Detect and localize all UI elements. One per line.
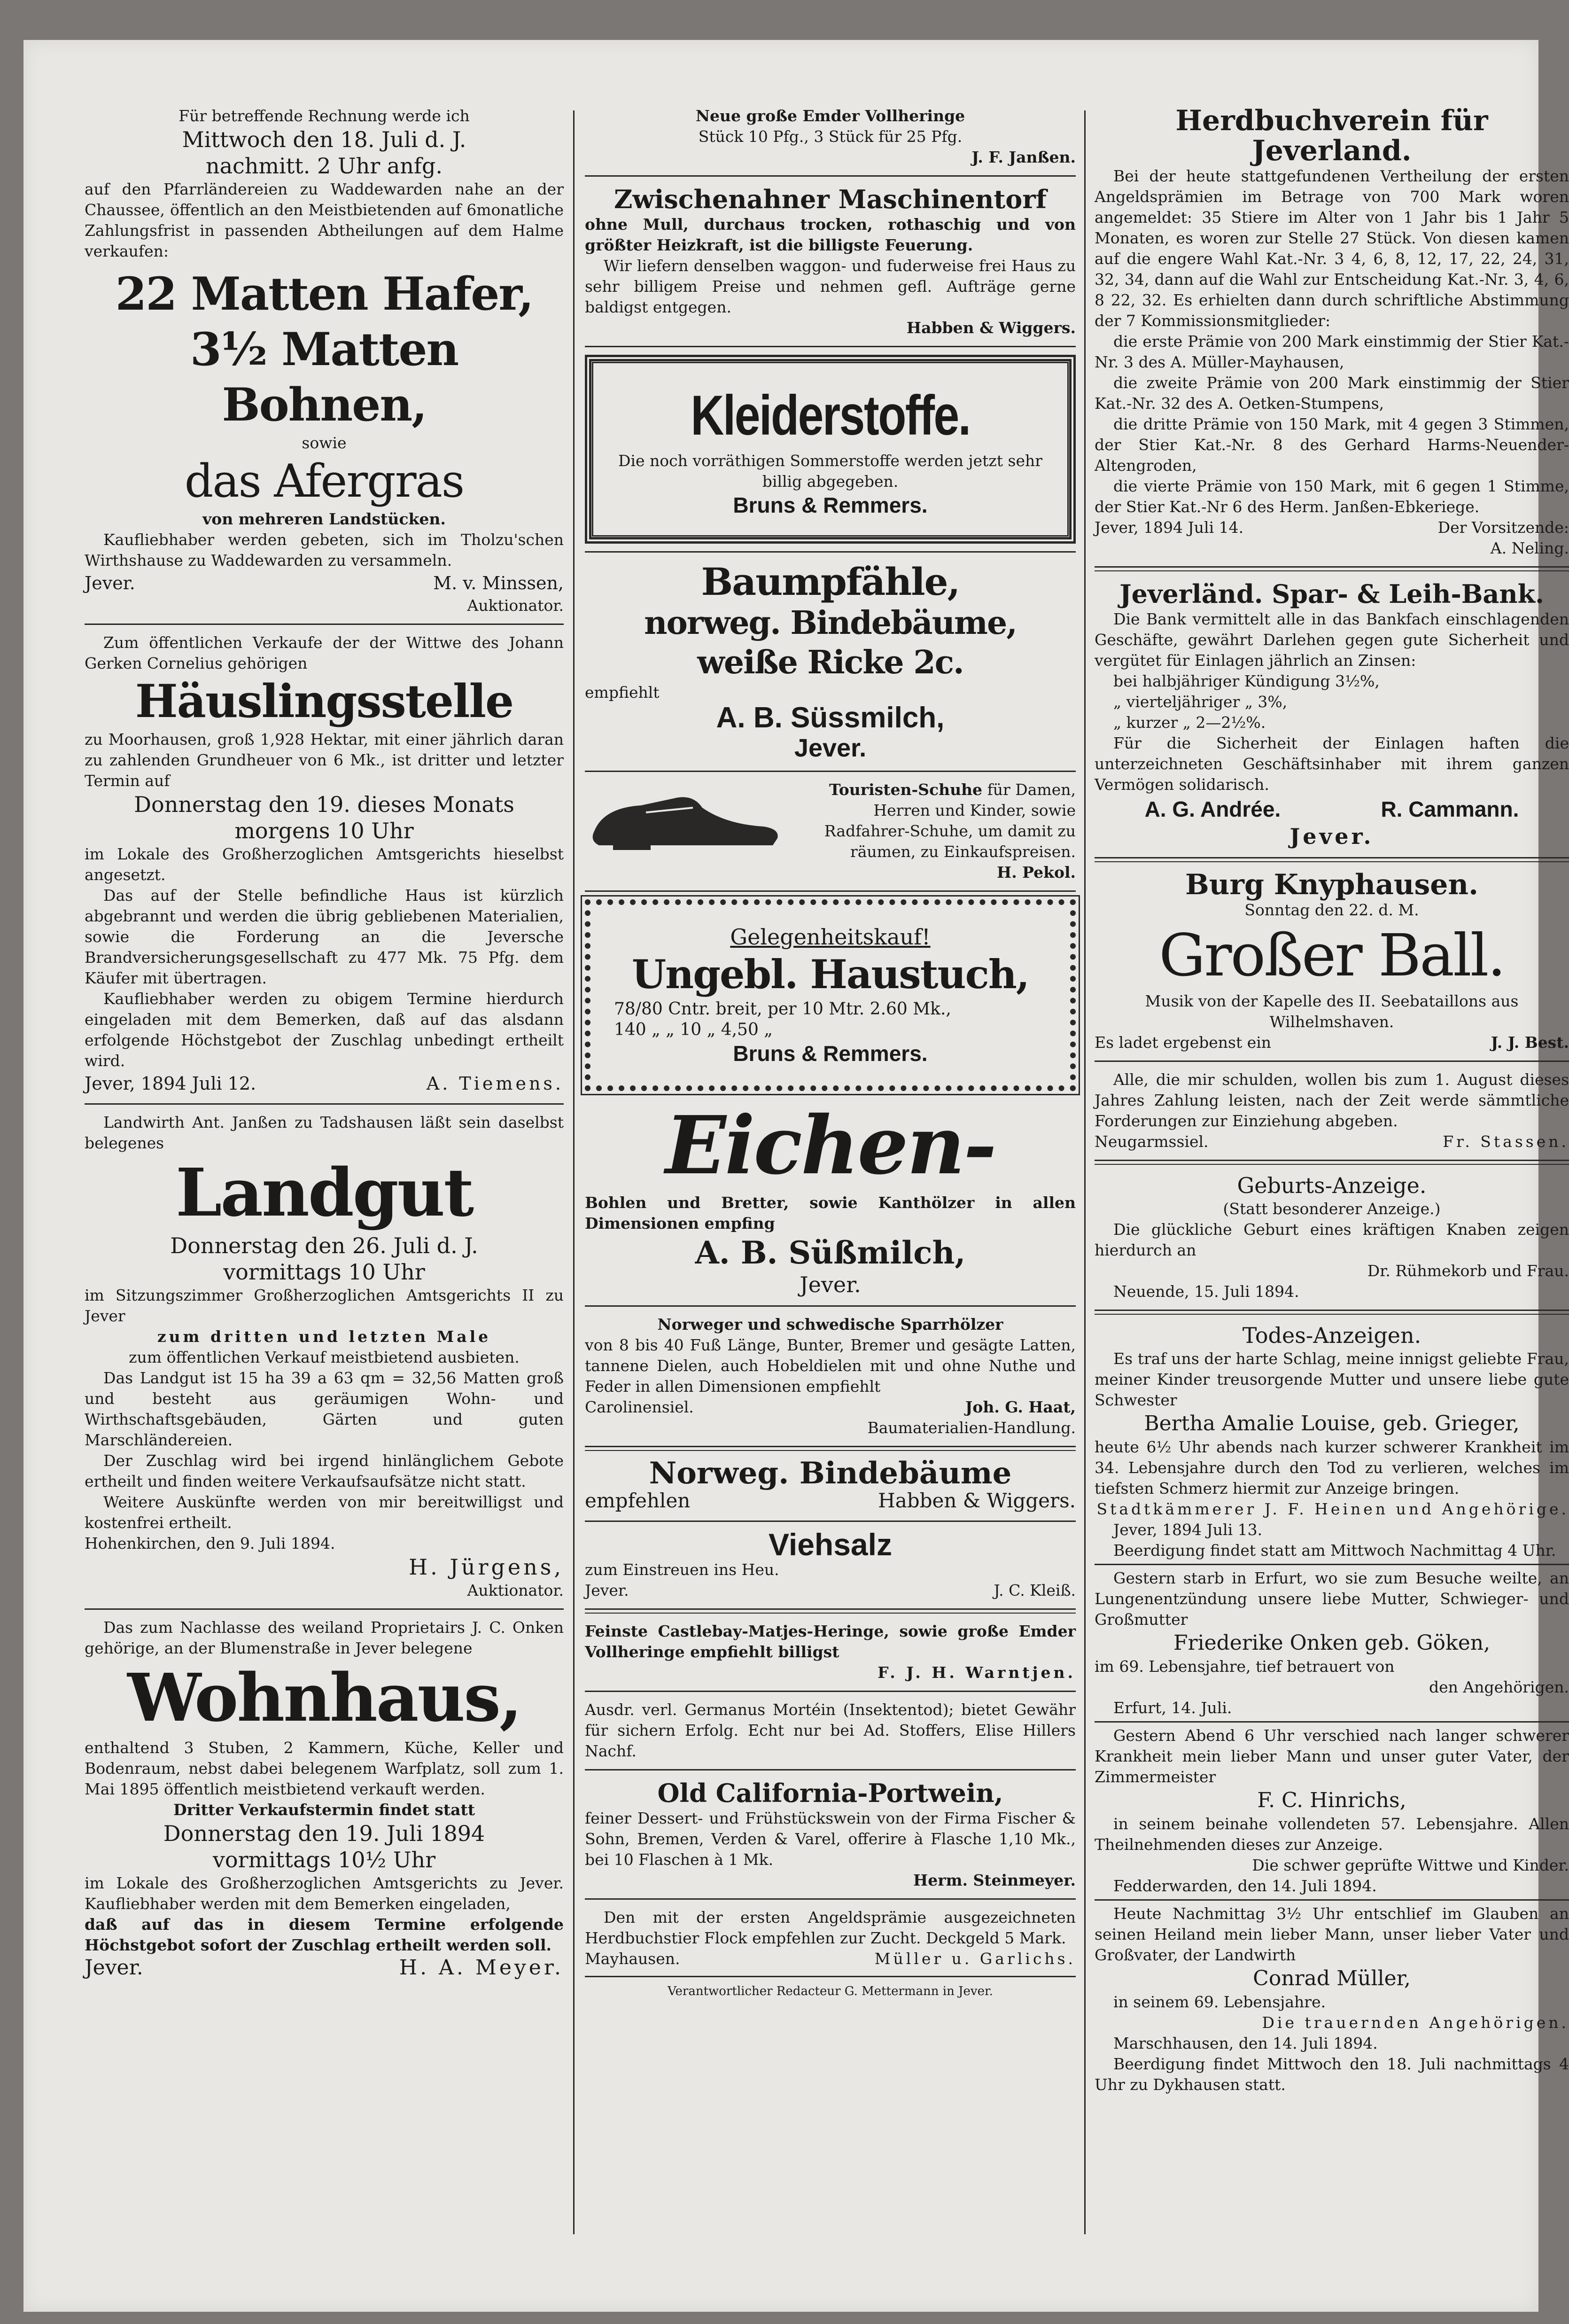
line1: Baumpfähle, <box>701 560 960 604</box>
title: Kleiderstoffe. <box>691 384 970 447</box>
dateline: Neuende, 15. Juli 1894. <box>1113 1282 1299 1301</box>
sub: (Statt besonderer Anzeige.) <box>1223 1200 1441 1218</box>
divider <box>585 551 1076 553</box>
divider <box>585 1769 1076 1770</box>
title: Eichen- <box>665 1099 995 1193</box>
title: Norweg. Bindebäume <box>649 1456 1012 1491</box>
footer-editor: Verantwortlicher Redacteur G. Mettermann in Jever. <box>668 1984 993 1998</box>
ad-todes-anzeigen <box>1095 1322 1569 2095</box>
dateline2: Erfurt, 14. Juli. <box>1113 1699 1232 1717</box>
body1: zu Moorhausen, groß 1,928 Hektar, mit einer jährlich daran zu zahlenden Grundheuer von 6 Mk., ist dritter und letzter Termin auf <box>85 730 564 790</box>
body1: Bei der heute stattgefundenen Vertheilung der ersten Angeldsprämien im Betrage von 700 Mark woren angemeldet: 35 Stiere im Alter von 1 Jahr bis 1 Jahr 5 Monaten, es woren zur Stelle 27 Stück. Von diesen kamen auf die engere Wahl Kat.-Nr. 3 4, 6, 8, 12, 17, 22, 24, 31, 32, 34, dann auf die Wahl zur Entscheidung Kat.-Nr. 3, 4, 6, 8 22, 32. Es erhielten dann durch schriftliche Abstimmung der 7 Kommissionsmitglieder: <box>1095 167 1569 330</box>
signer: A. Neling. <box>1490 539 1569 557</box>
divider <box>85 1103 564 1105</box>
time: morgens 10 Uhr <box>234 818 414 843</box>
ad-eichen <box>585 1099 1076 1298</box>
ad-kleiderstoffe <box>585 355 1076 544</box>
ad-burg-knyphausen <box>1095 870 1569 1053</box>
divider <box>585 346 1076 347</box>
body: Wir liefern denselben waggon- und fuderweise frei Haus zu sehr billigem Preise und nehmen gefl. Aufträge gerne baldigst entgegen. <box>585 257 1076 316</box>
signature-row <box>85 1956 564 1980</box>
ad-spar-leih-bank <box>1095 579 1569 850</box>
invite: Kaufliebhaber werden gebeten, sich im Tholzu'schen Wirthshause zu Waddewarden zu versammeln. <box>85 530 564 569</box>
body: Die noch vorräthigen Sommerstoffe werden jetzt sehr billig abgegeben. <box>618 452 1043 491</box>
signature-row <box>1095 517 1569 538</box>
title: Herdbuchverein für Jeverland. <box>1175 104 1488 167</box>
intro: Für betreffende Rechnung werde ich <box>179 107 470 125</box>
body8: in seinem 69. Lebensjahre. <box>1113 1993 1326 2011</box>
rate2: „ vierteljähriger „ 3%, <box>1113 693 1288 711</box>
intro: Landwirth Ant. Janßen zu Tadshausen läßt sein daselbst belegenes <box>85 1113 564 1152</box>
ad-herdbuchstier <box>585 1907 1076 1969</box>
ad-portwein <box>585 1778 1076 1891</box>
dateline4: Marschhausen, den 14. Juli 1894. <box>1113 2034 1378 2052</box>
body1: im Sitzungszimmer Großherzoglichen Amtsgerichts II zu Jever <box>85 1286 564 1325</box>
place: Jever. <box>1289 824 1374 849</box>
sub: von mehreren Landstücken. <box>202 510 446 528</box>
ad-wohnhaus <box>85 1617 564 1980</box>
name2: Friederike Onken geb. Göken, <box>1173 1631 1491 1655</box>
column-rule-1 <box>573 110 575 2234</box>
body: Musik von der Kapelle des II. Seebataillons aus Wilhelmshaven. <box>1145 992 1519 1031</box>
role: Der Vorsitzende: <box>1437 518 1569 537</box>
ad-vollheringe <box>585 106 1076 168</box>
body: von 8 bis 40 Fuß Länge, Bunter, Bremer und gesägte Latten, tannene Dielen, auch Hobeldielen mit und ohne Nuthe und Feder in allen Dimensionen empfiehlt <box>585 1336 1076 1396</box>
signer: J. F. Janßen. <box>971 148 1076 166</box>
ad-herdbuchverein <box>1095 106 1569 559</box>
time: vormittags 10½ Uhr <box>212 1847 436 1872</box>
dateline3: Fedderwarden, den 14. Juli 1894. <box>1113 1877 1377 1895</box>
body: Alle, die mir schulden, wollen bis zum 1. August dieses Jahres Zahlung leisten, nach der Zeit werde sämmtliche Forderungen zur Einziehung abgeben. <box>1095 1070 1569 1130</box>
body6: in seinem beinahe vollendeten 57. Lebensjahre. Allen Theilnehmenden dieses zur Anzeige. <box>1095 1815 1569 1854</box>
body: zum Einstreuen ins Heu. <box>585 1560 779 1579</box>
body4: Kaufliebhaber werden zu obigem Termine hierdurch eingeladen mit dem Bemerken, daß auf das alsdann erfolgende Höchstgebot der Zuschlag unbedingt ertheilt wird. <box>85 990 564 1070</box>
signer: J. C. Kleiß. <box>994 1581 1076 1599</box>
pre: empfehlen <box>585 1489 691 1512</box>
signature-row <box>585 1949 1076 1969</box>
signer: Fr. Stassen. <box>1443 1132 1569 1151</box>
body2: heute 6½ Uhr abends nach kurzer schwerer Krankheit im 34. Lebensjahre durch den Tod zu verlieren, welches im tiefsten Schmerz hiermit zur Anzeige bringen. <box>1095 1438 1569 1497</box>
signer: A. B. Süssmilch, <box>716 702 945 734</box>
item-hafer: 22 Matten Hafer, <box>115 267 533 320</box>
signer3: Die schwer geprüfte Wittwe und Kinder. <box>1252 1856 1569 1874</box>
role: Baumaterialien-Handlung. <box>867 1419 1076 1437</box>
dateline1: Jever, 1894 Juli 13. <box>1113 1521 1263 1539</box>
signature-row <box>585 1489 1076 1513</box>
ad-insektentod <box>585 1700 1076 1762</box>
signer: Joh. G. Haat, <box>965 1398 1076 1416</box>
signer: J. J. Best. <box>1491 1033 1569 1052</box>
place: Jever. <box>85 1956 143 1980</box>
sowie: sowie <box>302 434 347 452</box>
signature-row <box>85 1071 564 1096</box>
title: Landgut <box>175 1154 473 1232</box>
name1: Bertha Amalie Louise, geb. Grieger, <box>1144 1412 1520 1435</box>
role: Auktionator. <box>467 596 564 615</box>
ad-haustuch <box>585 899 1076 1091</box>
body: Den mit der ersten Angeldsprämie ausgezeichneten Herdbuchstier Flock empfehlen zur Zucht. Deckgeld 5 Mark. <box>585 1908 1076 1947</box>
signer: A. Tiemens. <box>426 1073 564 1094</box>
signer2: R. Cammann. <box>1381 797 1519 821</box>
body: feiner Dessert- und Frühstückswein von der Firma Fischer & Sohn, Bremen, Verden & Varel, offerire à Flasche 1,10 Mk., bei 10 Flaschen à 1 Mk. <box>585 1809 1076 1869</box>
divider <box>585 890 1076 892</box>
signer1: Stadtkämmerer J. F. Heinen und Angehörige. <box>1096 1500 1569 1518</box>
signer: Bruns & Remmers. <box>733 493 928 517</box>
divider <box>1095 1160 1569 1165</box>
signer: H. Pekol. <box>997 863 1076 881</box>
signer: M. v. Minssen, <box>433 573 564 593</box>
place: Jever. <box>85 573 135 593</box>
title: Zwischenahner Maschinentorf <box>614 184 1047 214</box>
signer: A. B. Süßmilch, <box>695 1234 966 1271</box>
intro: Zum öffentlichen Verkaufe der der Wittwe des Johann Gerken Cornelius gehörigen <box>85 633 564 672</box>
body4: im 69. Lebensjahre, tief betrauert von <box>1095 1657 1395 1676</box>
body3: Gestern starb in Erfurt, wo sie zum Besuche weilte, an Lungenentzündung unsere liebe Mutter, Schwieger- und Großmutter <box>1095 1569 1569 1629</box>
column-1 <box>85 106 564 2248</box>
date: Mittwoch den 18. Juli d. J. <box>182 127 466 152</box>
sub: Bohlen und Bretter, sowie Kanthölzer in allen Dimensionen empfing <box>585 1193 1076 1232</box>
body5: Weitere Auskünfte werden von mir bereitwilligst und kostenfrei ertheilt. <box>85 1493 564 1532</box>
body4: Der Zuschlag wird bei irgend hinlänglichem Gebote ertheilt und finden weitere Verkaufsaufsätze nicht statt. <box>85 1451 564 1490</box>
sub: ohne Mull, durchaus trocken, rothaschig und von größter Heizkraft, ist die billigste Feuerung. <box>585 215 1076 254</box>
divider <box>585 1976 1076 1977</box>
place: Mayhausen. <box>585 1950 680 1968</box>
name3: F. C. Hinrichs, <box>1257 1788 1406 1812</box>
ad-landgut <box>85 1112 564 1601</box>
body2: im Lokale des Großherzoglichen Amtsgerichts zu Jever. Kaufliebhaber werden mit dem Bemerken eingeladen, <box>85 1874 564 1913</box>
date: Donnerstag den 19. Juli 1894 <box>163 1821 485 1846</box>
signer: F. J. H. Warntjen. <box>878 1663 1076 1682</box>
body3: die zweite Prämie von 200 Mark einstimmig der Stier Kat.-Nr. 32 des A. Oetken-Stumpens, <box>1095 374 1569 413</box>
divider <box>585 771 1076 772</box>
body: Die glückliche Geburt eines kräftigen Knaben zeigen hierdurch an <box>1095 1220 1569 1259</box>
head: Gelegenheitskauf! <box>730 924 931 950</box>
rate3: „ kurzer „ 2—2½%. <box>1113 713 1266 732</box>
signer: Müller u. Garlichs. <box>874 1950 1076 1968</box>
signature-row <box>585 1580 1076 1601</box>
row2: 140 „ „ 10 „ 4,50 „ <box>614 1020 773 1039</box>
invite: Es ladet ergebenst ein <box>1095 1033 1272 1052</box>
ad-hafer-auction <box>85 106 564 616</box>
signer4: Die trauernden Angehörigen. <box>1262 2013 1569 2032</box>
body2: zum öffentlichen Verkauf meistbietend ausbieten. <box>129 1348 520 1366</box>
body5: Gestern Abend 6 Uhr verschied nach langer schwerer Krankheit mein lieber Mann und unser guter Vater, der Zimmermeister <box>1095 1726 1569 1786</box>
signer1: A. G. Andrée. <box>1144 797 1281 821</box>
column-2 <box>585 106 1076 2248</box>
title: Neue große Emder Vollheringe <box>695 107 965 125</box>
body2: die erste Prämie von 200 Mark einstimmig der Stier Kat.-Nr. 3 des A. Müller-Mayhausen, <box>1095 332 1569 371</box>
body5: die vierte Prämie von 150 Mark, mit 6 gegen 1 Stimme, der Stier Kat.-Nr 6 des Herm. Janßen-Ebkeriege. <box>1095 477 1569 516</box>
divider <box>585 175 1076 177</box>
term: Dritter Verkaufstermin findet statt <box>173 1801 475 1819</box>
pre: empfiehlt <box>585 683 660 702</box>
title: Norweger und schwedische Sparrhölzer <box>657 1315 1003 1334</box>
date: Donnerstag den 19. dieses Monats <box>134 792 514 817</box>
divider <box>585 1446 1076 1451</box>
ad-touristen-schuhe <box>585 780 1076 883</box>
signer: Dr. Rühmekorb und Frau. <box>1367 1262 1569 1280</box>
signer: Habben & Wiggers. <box>878 1489 1076 1512</box>
ad-geburts-anzeige <box>1095 1172 1569 1302</box>
intro: Das zum Nachlasse des weiland Proprietairs J. C. Onken gehörige, an der Blumenstraße in Jever belegene <box>85 1618 564 1657</box>
divider <box>585 1608 1076 1614</box>
head: Burg Knyphausen. <box>1185 868 1478 901</box>
divider <box>1095 1061 1569 1062</box>
burial1: Beerdigung findet statt am Mittwoch Nachmittag 4 Uhr. <box>1113 1541 1556 1560</box>
body: Ausdr. verl. Germanus Mortéin (Insektentod); bietet Gewähr für sichern Erfolg. Echt nur bei Ad. Stoffers, Elise Hillers Nachf. <box>585 1700 1076 1760</box>
title: Geburts-Anzeige. <box>1237 1173 1427 1198</box>
divider <box>85 624 564 625</box>
signer: Bruns & Remmers. <box>733 1041 928 1066</box>
ad-matjes <box>585 1621 1076 1683</box>
ad-schulden <box>1095 1069 1569 1152</box>
signer: Herm. Steinmeyer. <box>913 1871 1076 1889</box>
body3: Das auf der Stelle befindliche Haus ist kürzlich abgebrannt und werden die übrig gebliebenen Materialien, sowie die Forderung an die Jeversche Brandversicherungsgesellschaft zu 477 Mk. 75 Pfg. dem Käufer mit übertragen. <box>85 886 564 987</box>
line2: norweg. Bindebäume, <box>644 604 1017 642</box>
name4: Conrad Müller, <box>1253 1966 1411 1990</box>
body1: Es traf uns der harte Schlag, meine innigst geliebte Frau, meiner Kinder treusorgende Mutter und unsere liebe gute Schwester <box>1095 1349 1569 1409</box>
item-bohnen: 3½ Matten Bohnen, <box>190 323 458 431</box>
column-3 <box>1095 106 1569 2248</box>
place: Carolinensiel. <box>585 1398 694 1416</box>
body2: im Lokale des Großherzoglichen Amtsgerichts hieselbst angesetzt. <box>85 845 564 884</box>
column-rule-2 <box>1084 110 1086 2234</box>
row1: 78/80 Cntr. breit, per 10 Mtr. 2.60 Mk., <box>614 999 951 1019</box>
title: Großer Ball. <box>1159 922 1505 990</box>
bold-label: Touristen-Schuhe <box>829 780 983 799</box>
title: Jeverländ. Spar- & Leih-Bank. <box>1119 579 1544 609</box>
body3: Das Landgut ist 15 ha 39 a 63 qm = 32,56 Matten groß und besteht aus geräumigen Wohn- und Wirthschaftsgebäuden, Gärten und guten Marschländereien. <box>85 1369 564 1449</box>
price: Stück 10 Pfg., 3 Stück für 25 Pfg. <box>698 127 963 146</box>
signer: H. A. Meyer. <box>399 1956 564 1980</box>
dateline: Jever, 1894 Juli 14. <box>1095 518 1244 537</box>
divider <box>585 1898 1076 1900</box>
body7: Heute Nachmittag 3½ Uhr entschlief im Glauben an seinen Heiland mein lieber Mann, unser lieber Vater und Großvater, der Landwirth <box>1095 1904 1569 1964</box>
line3: weiße Ricke 2c. <box>697 644 963 681</box>
role: Auktionator. <box>467 1581 564 1599</box>
bold-line: zum dritten und letzten Male <box>157 1327 491 1346</box>
body: auf den Pfarrländereien zu Waddewarden nahe an der Chaussee, öffentlich an den Meistbietenden auf 6monatliche Zahlungsfrist in passenden Abtheilungen auf dem Halme verkaufen: <box>85 180 564 260</box>
divider <box>1095 857 1569 862</box>
ad-viehsalz <box>585 1529 1076 1601</box>
divider <box>1095 1310 1569 1315</box>
body1: Die Bank vermittelt alle in das Bankfach einschlagenden Geschäfte, gewährt Darlehen gegen gute Sicherheit und vergütet für Einlagen jährlich an Zinsen: <box>1095 610 1569 670</box>
dateline: Jever, 1894 Juli 12. <box>85 1073 256 1094</box>
ad-sparrhoelzer <box>585 1314 1076 1438</box>
title: Häuslingsstelle <box>135 675 513 728</box>
title: Todes-Anzeigen. <box>1242 1323 1421 1348</box>
signature-row <box>1095 1131 1569 1152</box>
divider <box>1095 1564 1569 1565</box>
title: Wohnhaus, <box>127 1660 521 1737</box>
body2: Für die Sicherheit der Einlagen haften die unterzeichneten Geschäftsinhaber mit ihrem ganzen Vermögen solidarisch. <box>1095 734 1569 794</box>
newspaper-page <box>23 40 1569 2312</box>
ad-maschinentorf <box>585 184 1076 338</box>
body-text: für Damen, Herren und Kinder, sowie Radfahrer-Schuhe, um damit zu räumen, zu Einkaufspreisen. <box>824 780 1076 861</box>
divider <box>1095 1721 1569 1723</box>
signer: Habben & Wiggers. <box>906 319 1076 337</box>
rate1: bei halbjähriger Kündigung 3½%, <box>1113 672 1380 690</box>
divider <box>85 1608 564 1610</box>
date: Sonntag den 22. d. M. <box>1244 901 1419 919</box>
place: Jever. <box>800 1272 861 1297</box>
divider <box>1095 1899 1569 1901</box>
item-afergras: das Afergras <box>184 455 464 507</box>
divider <box>585 1521 1076 1522</box>
body: Feinste Castlebay-Matjes-Heringe, sowie große Emder Vollheringe empfiehlt billigst <box>585 1622 1076 1661</box>
signature-row <box>85 571 564 595</box>
title: Old California-Portwein, <box>657 1778 1003 1808</box>
body3: daß auf das in diesem Termine erfolgende Höchstgebot sofort der Zuschlag ertheilt werden soll. <box>85 1915 564 1954</box>
ad-haeuslingsstelle <box>85 632 564 1096</box>
ad-bindebaeume <box>585 1458 1076 1513</box>
time: nachmitt. 2 Uhr anfg. <box>205 153 443 179</box>
body4: die dritte Prämie von 150 Mark, mit 4 gegen 3 Stimmen, der Stier Kat.-Nr. 8 des Gerhard Harms-Neuender-Altengroden, <box>1095 415 1569 475</box>
time: vormittags 10 Uhr <box>223 1259 425 1285</box>
signer: H. Jürgens, <box>409 1554 564 1580</box>
date: Donnerstag den 26. Juli d. J. <box>170 1233 478 1258</box>
signer2: den Angehörigen. <box>1429 1678 1569 1696</box>
body1: enthaltend 3 Stuben, 2 Kammern, Küche, Keller und Bodenraum, nebst dabei belegenem Warfplatz, soll zum 1. Mai 1895 öffentlich meistbietend verkauft werden. <box>85 1739 564 1798</box>
title: Ungebl. Haustuch, <box>631 951 1029 998</box>
place: Neugarmssiel. <box>1095 1132 1209 1151</box>
signature-row <box>1095 1032 1569 1053</box>
place: Jever. <box>794 734 867 762</box>
title: Viehsalz <box>769 1527 892 1562</box>
dateline: Hohenkirchen, den 9. Juli 1894. <box>85 1534 335 1552</box>
divider <box>585 1691 1076 1692</box>
signature-row <box>1095 795 1569 823</box>
burial4: Beerdigung findet Mittwoch den 18. Juli nachmittags 4 Uhr zu Dykhausen statt. <box>1095 2055 1569 2094</box>
divider <box>1095 566 1569 571</box>
place: Jever. <box>585 1581 629 1599</box>
ad-baumpfaehle <box>585 560 1076 763</box>
shoe-icon <box>585 780 782 855</box>
signature-row <box>585 1397 1076 1418</box>
divider <box>585 1305 1076 1307</box>
